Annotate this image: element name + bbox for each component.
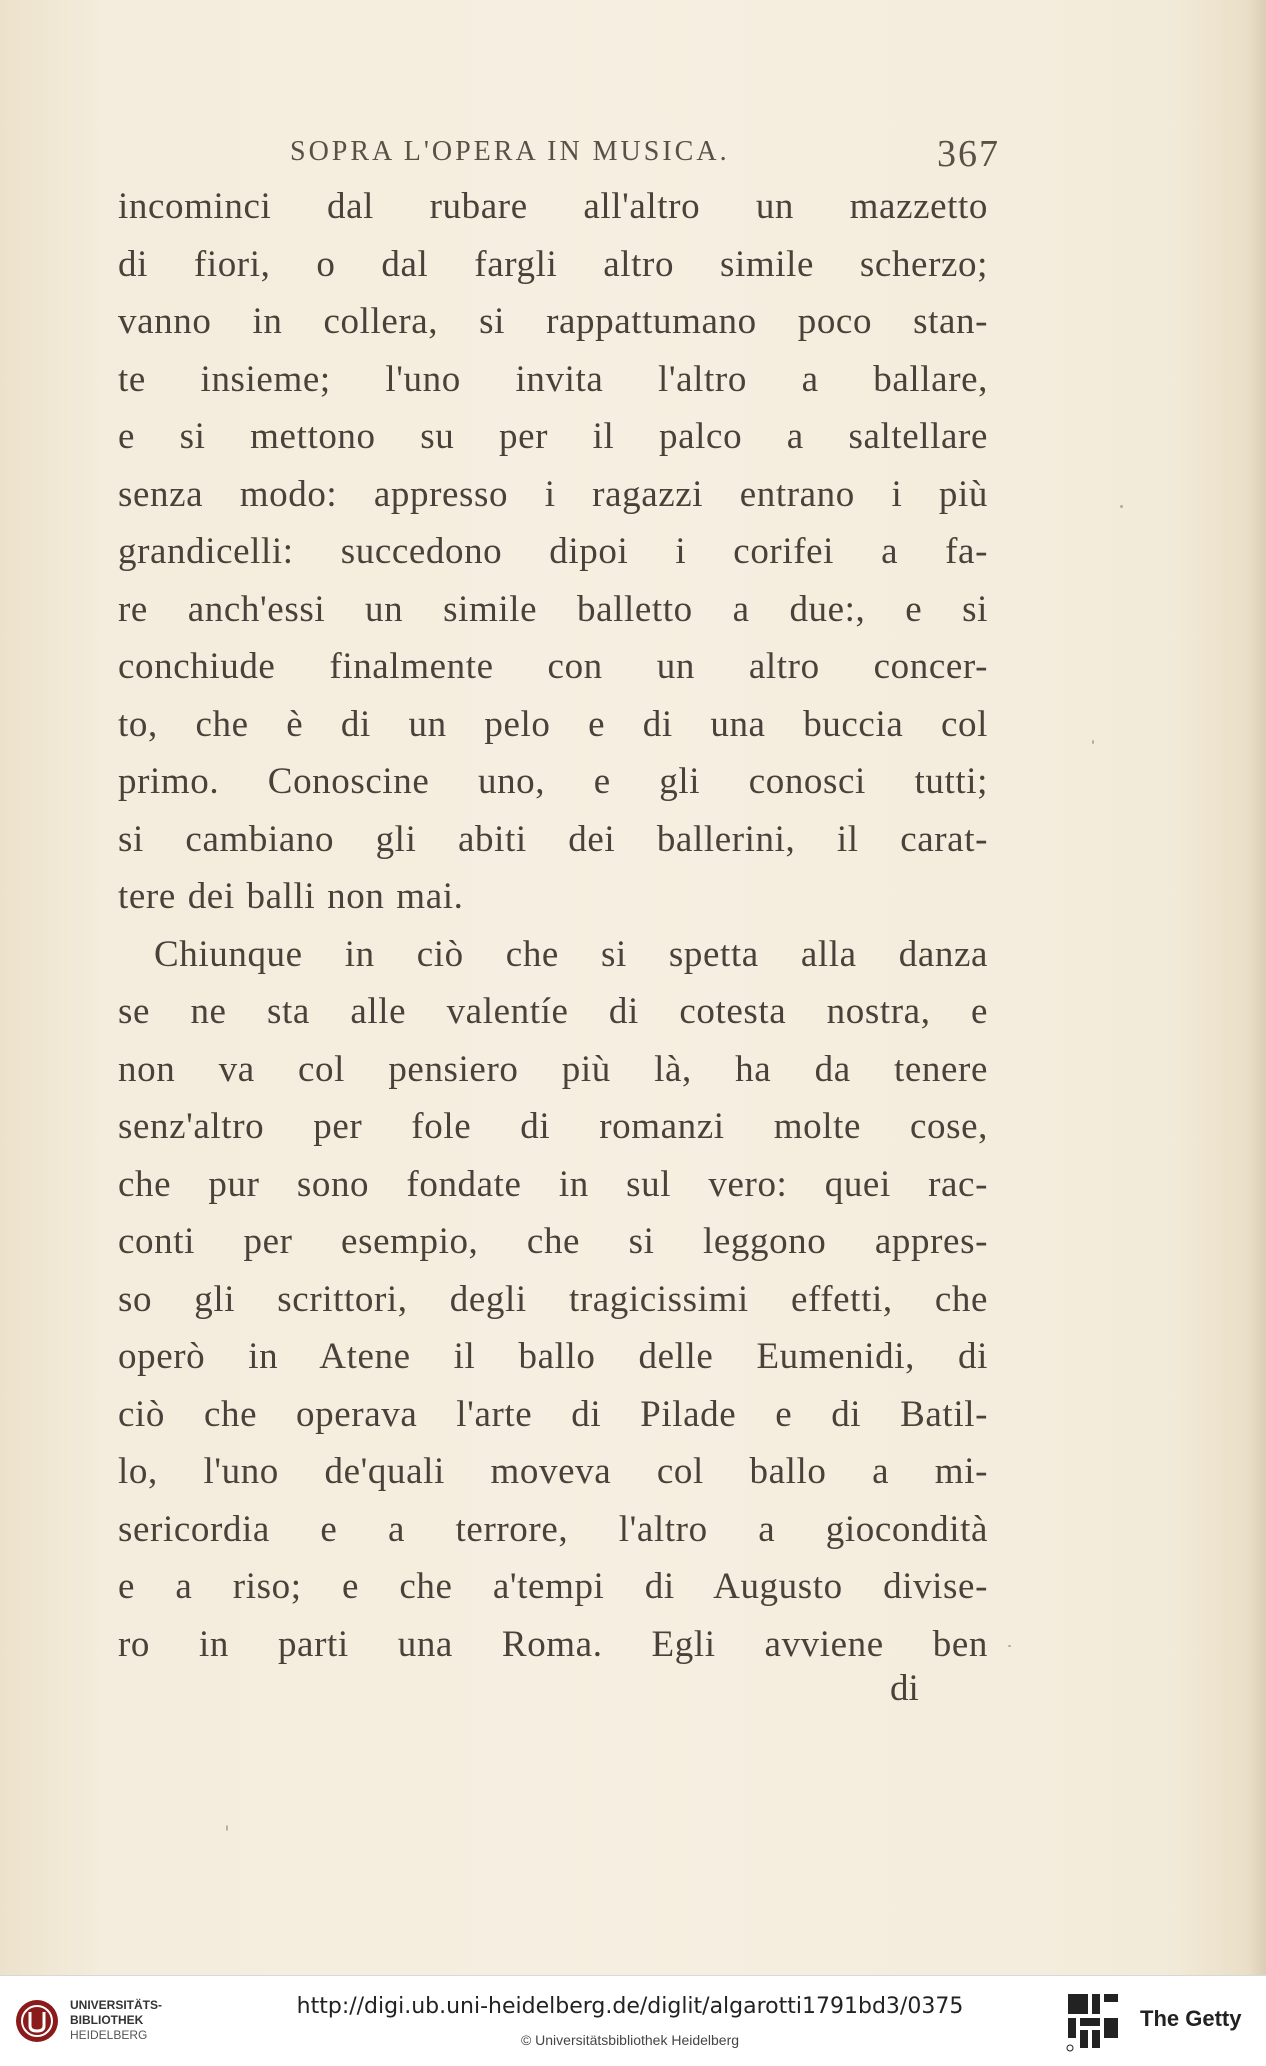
text-line: te insieme; l'uno invita l'altro a ballare, [118,358,988,400]
text-line: re anch'essi un simile balletto a due:, e si [118,588,988,630]
viewer-footer [0,1975,1266,2066]
text-line: primo. Conoscine uno, e gli conosci tutti; [118,761,988,802]
getty-label[interactable]: The Getty [1140,2006,1242,2031]
text-line: incominci dal rubare all'altro un mazzetto [118,186,988,227]
text-line: vanno in collera, si rappattumano poco stan- [118,301,988,342]
library-name [70,1998,162,2043]
paper-speck [1008,1645,1011,1647]
text-line: di fiori, o dal fargli altro simile scherzo; [118,243,988,285]
page-edge-shadow [1248,0,1266,1975]
text-line: sericordia e a terrore, l'altro a giocondità [118,1508,988,1550]
text-line: lo, l'uno de'quali moveva col ballo a mi- [118,1451,988,1492]
library-name-line-2: BIBLIOTHEK [70,2013,144,2027]
getty-logo-icon[interactable] [1062,1990,1122,2054]
copyright-notice: © Universitätsbibliothek Heidelberg [520,2032,740,2048]
body-text [118,178,988,1673]
text-line: so gli scrittori, degli tragicissimi effetti, che [118,1278,988,1320]
running-head-title: SOPRA L'OPERA IN MUSICA. [290,136,730,167]
text-line: senza modo: appresso i ragazzi entrano i più [118,473,988,515]
text-line: ro in parti una Roma. Egli avviene ben [118,1623,988,1665]
running-head [120,132,1000,176]
text-line: che pur sono fondate in sul vero: quei rac- [118,1163,988,1205]
page-number: 367 [937,133,1000,175]
text-line: operò in Atene il ballo delle Eumenidi, di [118,1336,988,1377]
text-line: si cambiano gli abiti dei ballerini, il carat- [118,818,988,860]
text-line: ciò che operava l'arte di Pilade e di Batil- [118,1393,988,1435]
text-line: senz'altro per fole di romanzi molte cose, [118,1106,988,1147]
paper-speck [1120,505,1123,508]
paper-speck [1092,740,1094,744]
text-line: e a riso; e che a'tempi di Augusto divise- [118,1566,988,1607]
university-library-logo[interactable] [14,1994,164,2050]
library-seal-icon [14,1998,60,2044]
catchword: di [890,1668,919,1709]
library-name-line-3: HEIDELBERG [70,2028,148,2042]
text-line: to, che è di un pelo e di una buccia col [118,703,988,745]
library-name-line-1: UNIVERSITÄTS- [70,1998,163,2012]
text-line: se ne sta alle valentíe di cotesta nostra, e [118,991,988,1032]
text-line-paragraph-start: Chiunque in ciò che si spetta alla danza [154,933,988,975]
text-line-paragraph-end: tere dei balli non mai. [118,876,464,917]
text-line: conchiude finalmente con un altro concer- [118,646,988,687]
paper-speck [226,1825,228,1831]
permalink-url[interactable]: http://digi.ub.uni-heidelberg.de/diglit/algarotti1791bd3/0375 [296,1994,964,2019]
text-line: e si mettono su per il palco a saltellare [118,416,988,457]
text-line: grandicelli: succedono dipoi i corifei a fa- [118,531,988,572]
text-line: non va col pensiero più là, ha da tenere [118,1048,988,1090]
text-line: conti per esempio, che si leggono appres- [118,1221,988,1262]
